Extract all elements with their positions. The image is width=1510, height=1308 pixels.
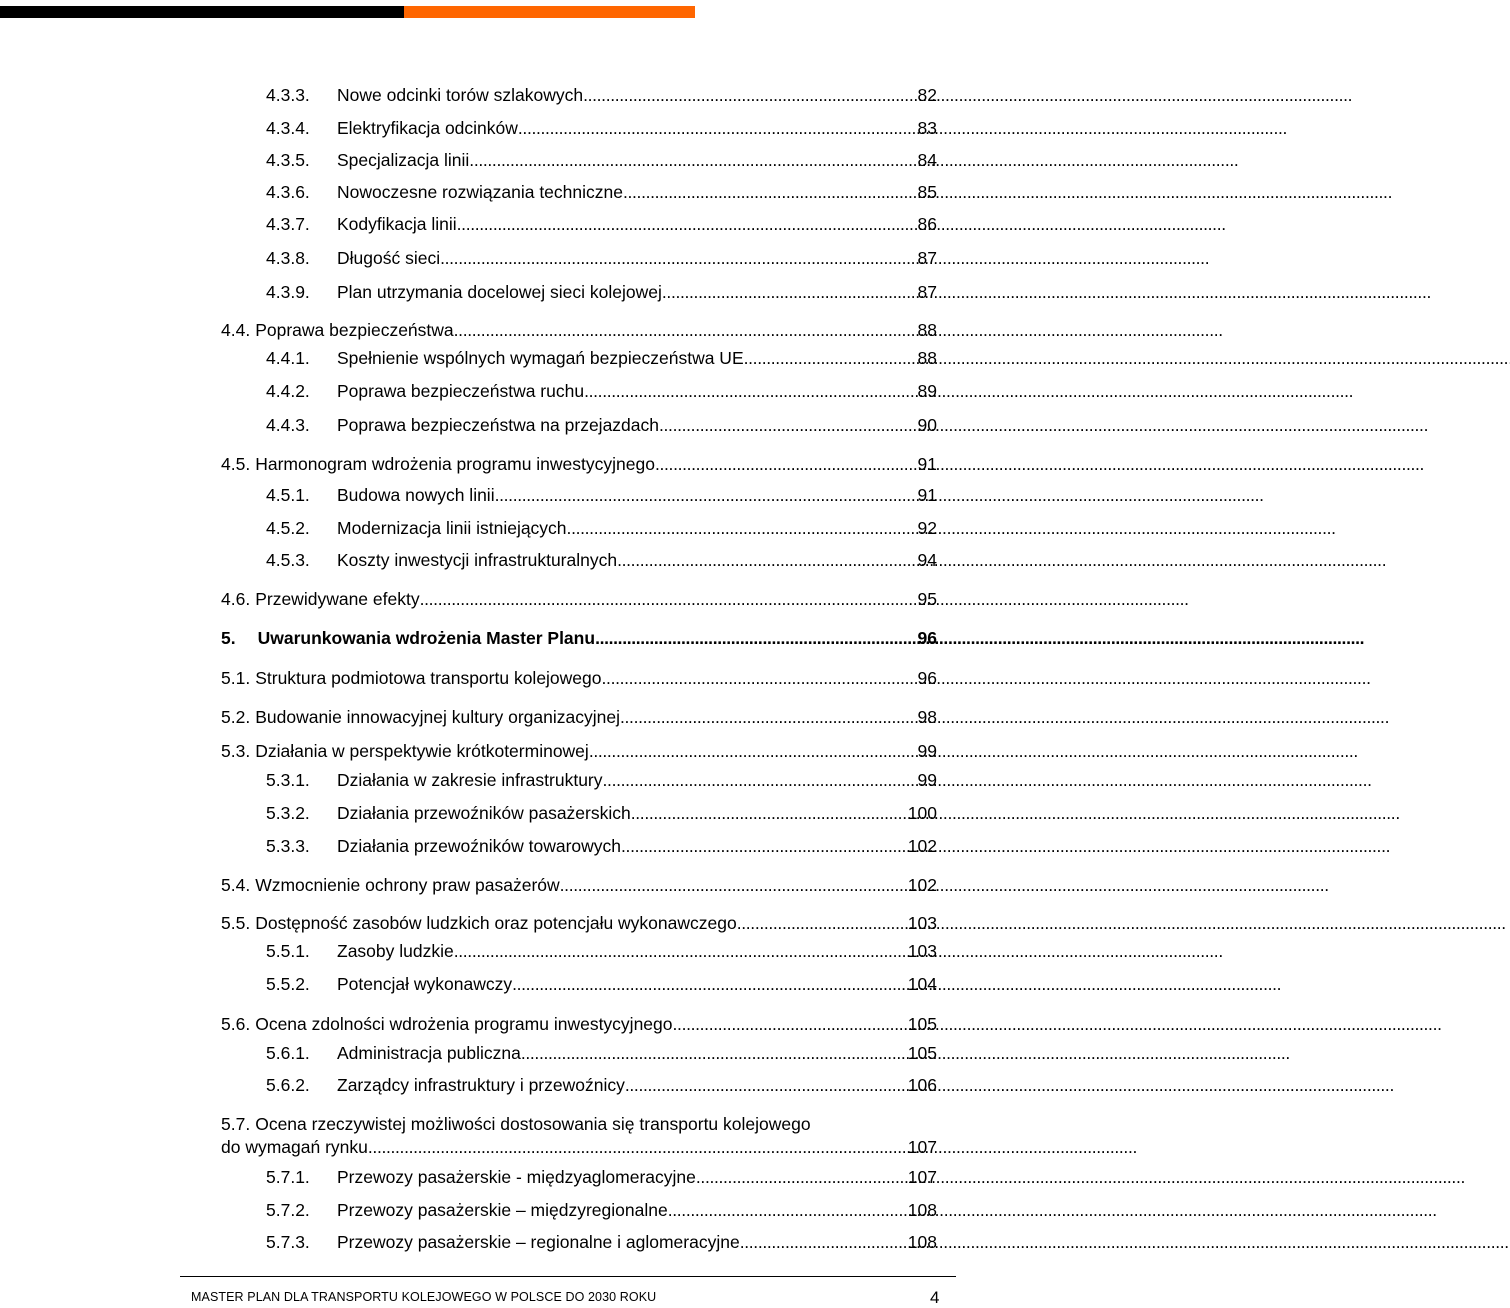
toc-entry-number: 5.3.1. xyxy=(266,770,310,790)
toc-entry-title: Plan utrzymania docelowej sieci kolejowej xyxy=(337,282,662,302)
toc-entry-title: Elektryfikacja odcinków xyxy=(337,118,518,138)
toc-entry[interactable] xyxy=(266,1198,937,1222)
toc-entry-page: 88 xyxy=(917,320,937,340)
toc-entry[interactable] xyxy=(266,346,937,370)
toc-entry-title: Kodyfikacja linii xyxy=(337,214,457,234)
toc-entry-page: 103 xyxy=(907,913,937,933)
toc-entry[interactable] xyxy=(266,548,937,572)
toc-entry-number: 5.7. xyxy=(221,1114,251,1134)
toc-entry-title: Poprawa bezpieczeństwa xyxy=(255,320,454,340)
toc-entry-number: 5.3.3. xyxy=(266,836,310,856)
toc-entry[interactable] xyxy=(266,413,937,437)
toc-entry-page: 106 xyxy=(907,1075,937,1095)
dot-leader xyxy=(659,413,918,437)
toc-entry-number: 5.5. xyxy=(221,913,251,933)
toc-entry-number: 5.6.1. xyxy=(266,1043,310,1063)
dot-leader xyxy=(603,768,918,792)
dot-leader xyxy=(440,246,917,270)
toc-entry[interactable] xyxy=(221,666,937,690)
dot-leader xyxy=(567,516,918,540)
toc-entry[interactable] xyxy=(221,911,937,935)
toc-entry-page: 84 xyxy=(917,150,937,170)
toc-entry-number: 4.3.7. xyxy=(266,214,310,234)
dot-leader xyxy=(662,280,918,304)
toc-entry-title: Przewozy pasażerskie – regionalne i aglomeracyjne xyxy=(337,1232,740,1252)
toc-entry[interactable] xyxy=(266,1041,937,1065)
toc-entry-title: Administracja publiczna xyxy=(337,1043,521,1063)
toc-entry[interactable] xyxy=(221,705,937,729)
footer-document-title: MASTER PLAN DLA TRANSPORTU KOLEJOWEGO W POLSCE DO 2030 ROKU xyxy=(191,1290,657,1304)
toc-entry-title: Nowoczesne rozwiązania techniczne xyxy=(337,182,623,202)
toc-entry-number: 4.3.8. xyxy=(266,248,310,268)
toc-entry[interactable] xyxy=(266,180,937,204)
toc-entry-number: 5.7.3. xyxy=(266,1232,310,1252)
toc-entry-page: 108 xyxy=(907,1200,937,1220)
toc-entry[interactable] xyxy=(266,972,937,996)
toc-entry-page: 107 xyxy=(907,1137,937,1157)
toc-entry-title-continuation: do wymagań rynku xyxy=(221,1137,368,1157)
dot-leader xyxy=(621,834,908,858)
toc-entry-page: 91 xyxy=(917,454,937,474)
toc-entry-number: 4.4.3. xyxy=(266,415,310,435)
toc-entry-page: 82 xyxy=(917,85,937,105)
toc-entry-title: Zasoby ludzkie xyxy=(337,941,454,961)
toc-entry[interactable] xyxy=(266,212,937,236)
toc-entry-title: Poprawa bezpieczeństwa na przejazdach xyxy=(337,415,659,435)
dot-leader xyxy=(457,212,918,236)
toc-entry[interactable] xyxy=(221,739,937,763)
dot-leader xyxy=(744,346,918,370)
toc-entry-number: 4.5.3. xyxy=(266,550,310,570)
toc-entry-page: 96 xyxy=(917,668,937,688)
toc-entry-number: 5.3.2. xyxy=(266,803,310,823)
toc-entry-page: 107 xyxy=(907,1167,937,1187)
dot-leader xyxy=(583,83,917,107)
toc-entry-page: 105 xyxy=(907,1014,937,1034)
toc-entry[interactable] xyxy=(266,516,937,540)
toc-entry-title: Wzmocnienie ochrony praw pasażerów xyxy=(255,875,560,895)
toc-entry-page: 102 xyxy=(907,875,937,895)
dot-leader xyxy=(595,626,917,650)
toc-entry-title: Uwarunkowania wdrożenia Master Planu xyxy=(257,628,596,648)
toc-entry-title: Przewozy pasażerskie - międzyaglomeracyjne xyxy=(337,1167,696,1187)
toc-entry-title: Budowanie innowacyjnej kultury organizacyjnej xyxy=(255,707,620,727)
dot-leader xyxy=(602,666,918,690)
dot-leader xyxy=(668,1198,908,1222)
toc-entry-title: Modernizacja linii istniejących xyxy=(337,518,567,538)
toc-entry-title: Budowa nowych linii xyxy=(337,485,495,505)
dot-leader xyxy=(740,1230,908,1254)
toc-entry[interactable] xyxy=(266,1230,937,1254)
toc-entry-page: 90 xyxy=(917,415,937,435)
toc-entry-title: Specjalizacja linii xyxy=(337,150,470,170)
dot-leader xyxy=(617,548,917,572)
toc-entry[interactable] xyxy=(266,801,937,825)
toc-entry-title: Potencjał wykonawczy xyxy=(337,974,513,994)
toc-entry-number: 5.7.1. xyxy=(266,1167,310,1187)
toc-entry-number: 5.4. xyxy=(221,875,251,895)
toc-entry-number: 4.4. xyxy=(221,320,251,340)
toc-entry-title: Poprawa bezpieczeństwa ruchu xyxy=(337,381,585,401)
toc-entry-title: Ocena zdolności wdrożenia programu inwestycyjnego xyxy=(255,1014,673,1034)
toc-entry-title: Długość sieci xyxy=(337,248,441,268)
toc-entry[interactable] xyxy=(266,83,937,107)
toc-entry-page: 108 xyxy=(907,1232,937,1252)
toc-entry[interactable] xyxy=(221,1012,937,1036)
toc-entry[interactable] xyxy=(266,939,937,963)
toc-entry[interactable] xyxy=(266,148,937,172)
dot-leader xyxy=(623,180,918,204)
toc-entry-page: 91 xyxy=(917,485,937,505)
toc-entry-number: 5.2. xyxy=(221,707,251,727)
toc-entry-page: 105 xyxy=(907,1043,937,1063)
dot-leader xyxy=(584,379,917,403)
toc-entry-number: 4.5. xyxy=(221,454,251,474)
toc-entry-number: 5.5.1. xyxy=(266,941,310,961)
dot-leader xyxy=(625,1073,908,1097)
toc-entry-number: 4.4.2. xyxy=(266,381,310,401)
toc-entry-title: Ocena rzeczywistej możliwości dostosowania się transportu kolejowego xyxy=(255,1114,811,1134)
toc-entry[interactable] xyxy=(266,483,937,507)
toc-entry-page: 100 xyxy=(907,803,937,823)
toc-entry-page: 87 xyxy=(917,248,937,268)
toc-entry-number: 4.5.1. xyxy=(266,485,310,505)
toc-entry-title: Zarządcy infrastruktury i przewoźnicy xyxy=(337,1075,625,1095)
toc-entry[interactable] xyxy=(221,452,937,476)
toc-entry-number: 5.6.2. xyxy=(266,1075,310,1095)
toc-entry-page: 88 xyxy=(917,348,937,368)
toc-entry-number: 4.3.4. xyxy=(266,118,310,138)
toc-entry-title: Nowe odcinki torów szlakowych xyxy=(337,85,584,105)
toc-entry-title: Działania w zakresie infrastruktury xyxy=(337,770,603,790)
toc-entry-number: 4.3.9. xyxy=(266,282,310,302)
toc-entry-page: 85 xyxy=(917,182,937,202)
toc-entry-title: Spełnienie wspólnych wymagań bezpieczeństwa UE xyxy=(337,348,744,368)
toc-entry-title: Harmonogram wdrożenia programu inwestycyjnego xyxy=(255,454,655,474)
toc-entry[interactable] xyxy=(266,768,937,792)
toc-entry-page: 98 xyxy=(917,707,937,727)
dot-leader xyxy=(454,939,908,963)
toc-entry-number: 5. xyxy=(221,628,236,648)
dot-leader xyxy=(620,705,918,729)
dot-leader xyxy=(495,483,918,507)
toc-entry-title: Struktura podmiotowa transportu kolejowego xyxy=(255,668,602,688)
toc-entry-page: 94 xyxy=(917,550,937,570)
toc-entry-number: 5.3. xyxy=(221,741,251,761)
dot-leader xyxy=(518,116,918,140)
dot-leader xyxy=(469,148,917,172)
dot-leader xyxy=(655,452,918,476)
toc-entry[interactable] xyxy=(266,379,937,403)
footer-page-number: 4 xyxy=(930,1288,940,1307)
toc-entry-title: Działania przewoźników towarowych xyxy=(337,836,622,856)
toc-entry-number: 5.5.2. xyxy=(266,974,310,994)
dot-leader xyxy=(521,1041,908,1065)
toc-entry-number: 5.6. xyxy=(221,1014,251,1034)
dot-leader xyxy=(512,972,908,996)
toc-entry[interactable] xyxy=(221,318,937,342)
toc-entry-page: 104 xyxy=(907,974,937,994)
dot-leader xyxy=(560,873,908,897)
dot-leader xyxy=(589,739,918,763)
dot-leader xyxy=(696,1165,908,1189)
toc-entry[interactable] xyxy=(266,1165,937,1189)
toc-entry[interactable] xyxy=(266,1073,937,1097)
toc-entry-number: 4.6. xyxy=(221,589,251,609)
dot-leader xyxy=(673,1012,908,1036)
toc-entry-page: 95 xyxy=(917,589,937,609)
dot-leader xyxy=(420,587,918,611)
toc-entry-page: 96 xyxy=(917,628,937,648)
toc-entry-title: Koszty inwestycji infrastrukturalnych xyxy=(337,550,618,570)
toc-entry-title: Działania w perspektywie krótkoterminowej xyxy=(255,741,589,761)
toc-entry-page: 86 xyxy=(917,214,937,234)
toc-entry[interactable] xyxy=(221,587,937,611)
dot-leader xyxy=(454,318,918,342)
toc-entry-number: 4.5.2. xyxy=(266,518,310,538)
toc-entry-number: 4.3.6. xyxy=(266,182,310,202)
toc-entry-number: 4.4.1. xyxy=(266,348,310,368)
toc-entry-page: 99 xyxy=(917,770,937,790)
toc-entry[interactable] xyxy=(266,834,937,858)
toc-entry[interactable] xyxy=(221,873,937,897)
toc-entry-number: 5.7.2. xyxy=(266,1200,310,1220)
toc-entry-title: Działania przewoźników pasażerskich xyxy=(337,803,631,823)
toc-entry-page: 87 xyxy=(917,282,937,302)
toc-entry[interactable] xyxy=(266,116,937,140)
dot-leader xyxy=(631,801,908,825)
toc-entry-page: 103 xyxy=(907,941,937,961)
toc-entry[interactable] xyxy=(266,280,937,304)
toc-entry-page: 83 xyxy=(917,118,937,138)
toc-entry-title: Przewidywane efekty xyxy=(255,589,420,609)
toc-entry-number: 5.1. xyxy=(221,668,251,688)
dot-leader xyxy=(737,911,908,935)
toc-entry-page: 89 xyxy=(917,381,937,401)
toc-entry-title: Dostępność zasobów ludzkich oraz potencjału wykonawczego xyxy=(255,913,737,933)
toc-entry[interactable] xyxy=(221,1113,937,1159)
toc-entry-page: 92 xyxy=(917,518,937,538)
toc-entry[interactable] xyxy=(221,626,937,650)
toc-entry-page: 99 xyxy=(917,741,937,761)
dot-leader xyxy=(368,1136,908,1159)
toc-entry-number: 4.3.3. xyxy=(266,85,310,105)
toc-entry-number: 4.3.5. xyxy=(266,150,310,170)
footer-divider xyxy=(180,1276,956,1277)
toc-entry-title: Przewozy pasażerskie – międzyregionalne xyxy=(337,1200,668,1220)
toc-entry-page: 102 xyxy=(907,836,937,856)
toc-entry[interactable] xyxy=(266,246,937,270)
